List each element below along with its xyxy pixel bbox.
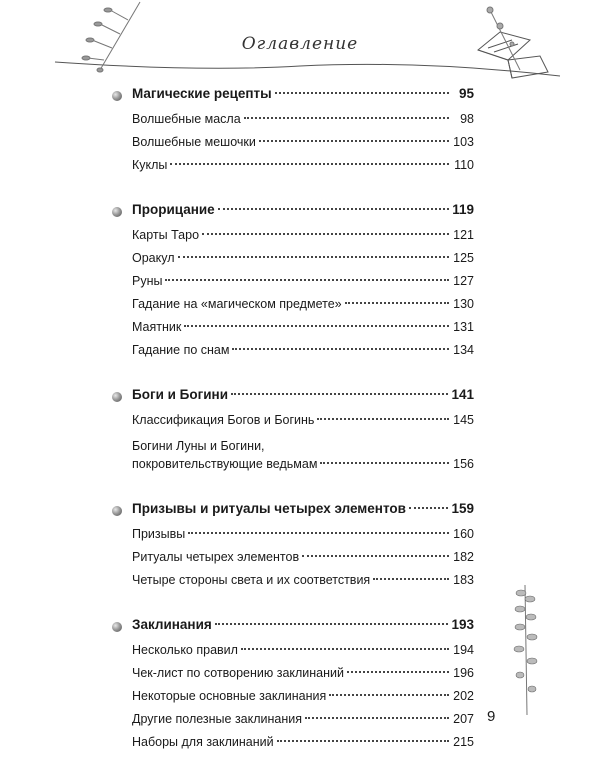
toc-section bbox=[112, 617, 474, 758]
entry-page: 202 bbox=[453, 689, 474, 703]
entry-title: Волшебные масла bbox=[132, 112, 241, 126]
entry-page: 130 bbox=[453, 297, 474, 311]
page-title: Оглавление bbox=[241, 34, 359, 54]
toc-section-heading[interactable] bbox=[112, 501, 474, 527]
entry-page: 194 bbox=[453, 643, 474, 657]
entry-page: 127 bbox=[453, 274, 474, 288]
section-page: 95 bbox=[458, 86, 474, 101]
dot-leader bbox=[259, 140, 449, 142]
toc-entry[interactable] bbox=[112, 343, 474, 366]
dot-leader bbox=[277, 740, 449, 742]
dot-leader bbox=[170, 163, 449, 165]
section-page: 159 bbox=[451, 501, 474, 516]
entry-page: 131 bbox=[453, 320, 474, 334]
toc-entry[interactable] bbox=[112, 251, 474, 274]
dot-leader bbox=[241, 648, 449, 650]
entry-title: Оракул bbox=[132, 251, 175, 265]
section-page: 141 bbox=[451, 387, 474, 402]
toc-entry[interactable] bbox=[112, 112, 474, 135]
bullet-icon bbox=[112, 392, 122, 402]
bullet-icon bbox=[112, 506, 122, 516]
dot-leader bbox=[275, 92, 449, 94]
toc-section bbox=[112, 202, 474, 366]
entry-title: Руны bbox=[132, 274, 163, 288]
toc-section-heading[interactable] bbox=[112, 202, 474, 228]
dot-leader bbox=[305, 717, 449, 719]
toc-section-heading[interactable] bbox=[112, 617, 474, 643]
section-page: 193 bbox=[451, 617, 474, 632]
section-title: Магические рецепты bbox=[132, 86, 272, 101]
entry-page: 121 bbox=[453, 228, 474, 242]
toc-section bbox=[112, 86, 474, 181]
entry-page: 207 bbox=[453, 712, 474, 726]
section-title: Призывы и ритуалы четырех элементов bbox=[132, 501, 406, 516]
entry-title: Маятник bbox=[132, 320, 182, 334]
entry-title: Несколько правил bbox=[132, 643, 238, 657]
dot-leader bbox=[409, 507, 449, 509]
toc-entry[interactable] bbox=[112, 135, 474, 158]
entry-title: Карты Таро bbox=[132, 228, 200, 242]
entry-page: 156 bbox=[453, 457, 474, 471]
entry-page: 183 bbox=[453, 573, 474, 587]
bullet-icon bbox=[112, 207, 122, 217]
toc-section-heading[interactable] bbox=[112, 387, 474, 413]
entry-title-line1[interactable]: Богини Луны и Богини, bbox=[132, 439, 265, 453]
entry-title: Четыре стороны света и их соответствия bbox=[132, 573, 371, 587]
dot-leader bbox=[347, 671, 449, 673]
dot-leader bbox=[320, 462, 449, 464]
entry-title: Наборы для заклинаний bbox=[132, 735, 274, 749]
dot-leader bbox=[345, 302, 449, 304]
page-number: 9 bbox=[487, 708, 496, 725]
entry-page: 103 bbox=[453, 135, 474, 149]
entry-title: Классификация Богов и Богинь bbox=[132, 413, 315, 427]
entry-title: покровительствующие ведьмам bbox=[132, 457, 318, 471]
entry-title: Гадание по снам bbox=[132, 343, 230, 357]
entry-title: Волшебные мешочки bbox=[132, 135, 256, 149]
toc-entry[interactable] bbox=[112, 274, 474, 297]
dot-leader bbox=[317, 418, 449, 420]
toc-section bbox=[112, 387, 474, 480]
dot-leader bbox=[188, 532, 449, 534]
toc-entry[interactable] bbox=[112, 550, 474, 573]
entry-page: 182 bbox=[453, 550, 474, 564]
entry-page: 215 bbox=[453, 735, 474, 749]
lavender-sprig-icon bbox=[505, 585, 545, 715]
table-of-contents bbox=[112, 86, 474, 779]
dot-leader bbox=[232, 348, 449, 350]
entry-title: Куклы bbox=[132, 158, 168, 172]
section-title: Заклинания bbox=[132, 617, 212, 632]
entry-page: 196 bbox=[453, 666, 474, 680]
dot-leader bbox=[202, 233, 449, 235]
toc-entry[interactable] bbox=[112, 413, 474, 436]
entry-page: 145 bbox=[453, 413, 474, 427]
entry-page: 160 bbox=[453, 527, 474, 541]
toc-entry[interactable] bbox=[112, 297, 474, 320]
toc-section bbox=[112, 501, 474, 596]
entry-title: Призывы bbox=[132, 527, 186, 541]
entry-title: Гадание на «магическом предмете» bbox=[132, 297, 342, 311]
toc-entry[interactable] bbox=[112, 573, 474, 596]
toc-entry[interactable] bbox=[112, 320, 474, 343]
dot-leader bbox=[215, 623, 449, 625]
entry-title: Некоторые основные заклинания bbox=[132, 689, 327, 703]
toc-entry[interactable] bbox=[112, 689, 474, 712]
entry-page: 125 bbox=[453, 251, 474, 265]
toc-entry[interactable] bbox=[112, 457, 474, 480]
dot-leader bbox=[302, 555, 449, 557]
toc-entry[interactable] bbox=[112, 643, 474, 666]
dot-leader bbox=[178, 256, 449, 258]
section-title: Прорицание bbox=[132, 202, 215, 217]
entry-title: Другие полезные заклинания bbox=[132, 712, 303, 726]
entry-page: 134 bbox=[453, 343, 474, 357]
entry-page: 110 bbox=[454, 158, 474, 172]
entry-title: Ритуалы четырех элементов bbox=[132, 550, 300, 564]
toc-entry[interactable] bbox=[112, 228, 474, 251]
entry-page: 98 bbox=[460, 112, 474, 126]
toc-entry[interactable] bbox=[112, 527, 474, 550]
toc-entry[interactable] bbox=[112, 666, 474, 689]
dot-leader bbox=[231, 393, 448, 395]
dot-leader bbox=[373, 578, 449, 580]
dot-leader bbox=[218, 208, 449, 210]
toc-entry[interactable] bbox=[112, 712, 474, 735]
bullet-icon bbox=[112, 91, 122, 101]
toc-section-heading[interactable] bbox=[112, 86, 474, 112]
dot-leader bbox=[329, 694, 449, 696]
entry-title: Чек-лист по сотворению заклинаний bbox=[132, 666, 345, 680]
bullet-icon bbox=[112, 622, 122, 632]
dot-leader bbox=[165, 279, 449, 281]
toc-entry[interactable] bbox=[112, 735, 474, 758]
toc-entry[interactable] bbox=[112, 158, 474, 181]
dot-leader bbox=[244, 117, 449, 119]
section-title: Боги и Богини bbox=[132, 387, 228, 402]
dot-leader bbox=[184, 325, 449, 327]
section-page: 119 bbox=[452, 202, 474, 217]
